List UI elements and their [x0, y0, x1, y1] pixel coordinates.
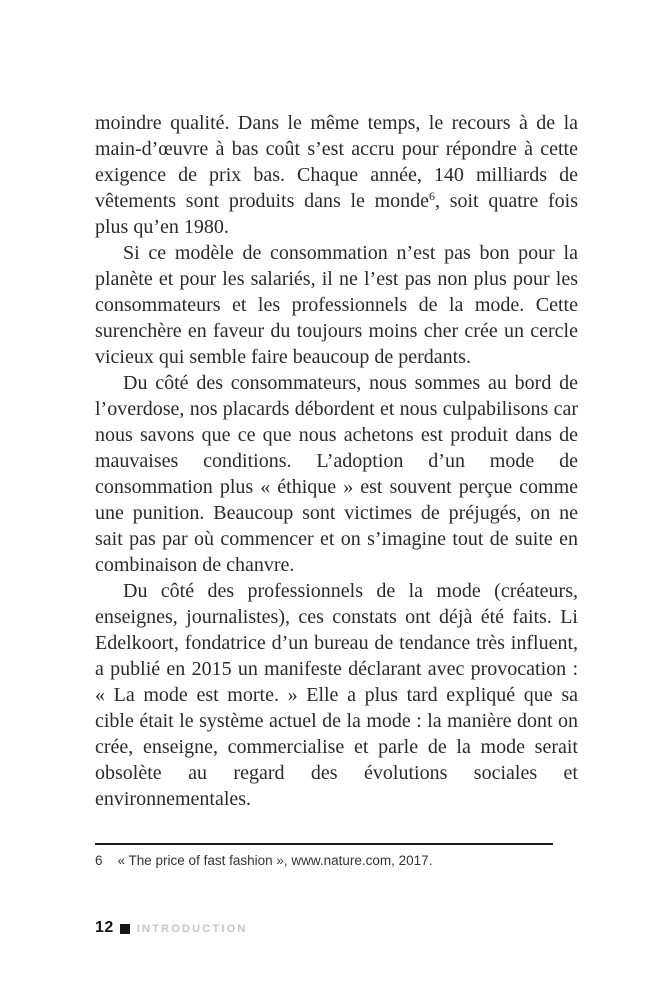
- section-label: INTRODUCTION: [136, 922, 248, 935]
- footnote: [95, 852, 555, 869]
- page-footer: [95, 919, 248, 937]
- page-number: 12: [95, 919, 114, 936]
- footnote-reference: 6: [429, 189, 436, 203]
- footnote-text: « The price of fast fashion », www.nature.com, 2017.: [117, 853, 433, 868]
- paragraph-text: moindre qualité. Dans le même temps, le recours à de la main-d’œuvre à bas coût s’est accru pour répondre à cette exigence de prix bas. Chaque année, 140 milliards de vêtements sont produits dans le monde: [95, 112, 578, 212]
- body-paragraph: [95, 110, 578, 240]
- body-paragraph: Du côté des consommateurs, nous sommes au bord de l’overdose, nos placards débordent et nous culpabilisons car nous savons que ce que nous achetons est produit dans de mauvaises conditions. L’adoption d’un mode de consommation plus « éthique » est souvent perçue comme une punition. Beaucoup sont victimes de préjugés, on ne sait pas par où commencer et on s’imagine tout de suite en combinaison de chanvre.: [95, 372, 578, 576]
- paragraph-text: , soit quatre fois plus qu’en 1980.: [95, 190, 578, 238]
- footnote-block: [95, 843, 555, 869]
- body-paragraph: Du côté des professionnels de la mode (créateurs, enseignes, journalistes), ces constats ont déjà été faits. Li Edelkoort, fondatrice d’un bureau de tendance très influent, a publié en 2015 un manifeste déclarant avec provocation : « La mode est morte. » Elle a plus tard expliqué que sa cible était le système actuel de la mode : la manière dont on crée, enseigne, commercialise et parle de la mode serait obsolète au regard des évolutions sociales et environnementales.: [95, 580, 578, 810]
- black-square-icon: [120, 924, 130, 934]
- footnote-number: 6: [95, 853, 103, 868]
- footnote-divider: [95, 843, 553, 845]
- body-paragraph: Si ce modèle de consommation n’est pas bon pour la planète et pour les salariés, il ne l’est pas non plus pour les consommateurs et les professionnels de la mode. Cette surenchère en faveur du toujours moins cher crée un cercle vicieux qui semble faire beaucoup de perdants.: [95, 242, 578, 368]
- page-body: [95, 110, 578, 812]
